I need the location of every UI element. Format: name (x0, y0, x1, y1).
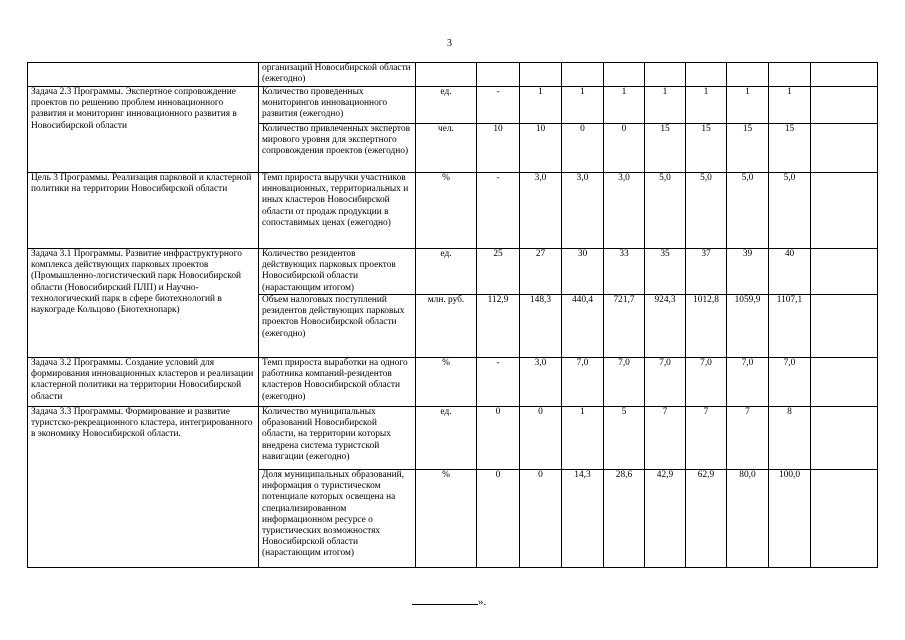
value-cell: 0 (477, 407, 520, 470)
closing-quote: ». (478, 596, 487, 608)
value-cell: 42,9 (645, 470, 686, 568)
unit-cell: ед. (416, 249, 477, 295)
value-cell: 1012,8 (686, 295, 727, 358)
value-cell: 62,9 (686, 470, 727, 568)
empty-cell (811, 407, 878, 470)
goal-cell: Цель 3 Программы. Реализация парковой и кластерной политики на территории Новосибирской области (28, 173, 259, 249)
value-cell (520, 63, 562, 87)
empty-cell (811, 295, 878, 358)
value-cell: 5 (604, 407, 645, 470)
value-cell: 440,4 (562, 295, 604, 358)
indicators-table (27, 62, 878, 568)
indicator-cell: организаций Новосибирской области (ежегодно) (259, 63, 416, 87)
value-cell: 15 (727, 124, 769, 173)
indicator-cell: Количество привлеченных экспертов мирового уровня для экспертного сопровождения проектов (ежегодно) (259, 124, 416, 173)
goal-cell: Задача 3.1 Программы. Развитие инфраструктурного комплекса действующих парковых проектов (Промышленно-логистический парк Новосибирской области (Новосибирский ПЛП) и Научно-технологический парк в сфере биотехнологий в наукограде Кольцово (Биотехнопарк) (28, 249, 259, 358)
value-cell: 37 (686, 249, 727, 295)
value-cell: 28,6 (604, 470, 645, 568)
value-cell: 7,0 (686, 358, 727, 407)
indicator-cell: Количество резидентов действующих парковых проектов Новосибирской области (нарастающим итогом) (259, 249, 416, 295)
empty-cell (811, 124, 878, 173)
indicator-cell: Доля муниципальных образований, информация о туристическом потенциале которых освещена на специализированном информационном ресурсе о туристических возможностях Новосибирской области (нарастающим итогом) (259, 470, 416, 568)
value-cell: 1 (686, 87, 727, 124)
value-cell: 3,0 (520, 358, 562, 407)
signature-blank-line (412, 594, 478, 605)
value-cell: 3,0 (604, 173, 645, 249)
value-cell: 1 (645, 87, 686, 124)
value-cell: 0 (562, 124, 604, 173)
value-cell: 112,9 (477, 295, 520, 358)
unit-cell: % (416, 173, 477, 249)
value-cell (727, 63, 769, 87)
value-cell: 7 (686, 407, 727, 470)
value-cell (686, 63, 727, 87)
value-cell: 14,3 (562, 470, 604, 568)
value-cell: 35 (645, 249, 686, 295)
indicator-cell: Количество проведенных мониторингов инновационного развития (ежегодно) (259, 87, 416, 124)
value-cell: 1 (769, 87, 811, 124)
value-cell: 3,0 (562, 173, 604, 249)
value-cell: 7,0 (604, 358, 645, 407)
value-cell: 80,0 (727, 470, 769, 568)
page-number: 3 (447, 38, 452, 49)
value-cell: 1 (520, 87, 562, 124)
empty-cell (811, 358, 878, 407)
value-cell: 1107,1 (769, 295, 811, 358)
table-row (28, 63, 878, 87)
value-cell: 5,0 (645, 173, 686, 249)
goal-cell: Задача 3.3 Программы. Формирование и развитие туристско-рекреационного кластера, интегрированного в экономику Новосибирской области. (28, 407, 259, 568)
empty-cell (811, 173, 878, 249)
empty-cell (811, 249, 878, 295)
value-cell: 15 (645, 124, 686, 173)
value-cell: 5,0 (727, 173, 769, 249)
value-cell: 15 (769, 124, 811, 173)
value-cell: 1 (727, 87, 769, 124)
value-cell (645, 63, 686, 87)
value-cell: 10 (520, 124, 562, 173)
indicator-cell: Темп прироста выработки на одного работника компаний-резидентов кластеров Новосибирской области (ежегодно) (259, 358, 416, 407)
value-cell: 1 (562, 407, 604, 470)
value-cell: 40 (769, 249, 811, 295)
unit-cell: ед. (416, 87, 477, 124)
value-cell: 148,3 (520, 295, 562, 358)
value-cell (562, 63, 604, 87)
value-cell: 0 (604, 124, 645, 173)
value-cell: 7,0 (769, 358, 811, 407)
value-cell: 30 (562, 249, 604, 295)
unit-cell: чел. (416, 124, 477, 173)
value-cell: 3,0 (520, 173, 562, 249)
value-cell: 7,0 (727, 358, 769, 407)
value-cell: 1059,9 (727, 295, 769, 358)
value-cell: 7,0 (562, 358, 604, 407)
value-cell: 10 (477, 124, 520, 173)
goal-cell: Задача 3.2 Программы. Создание условий для формирования инновационных кластеров и реализации кластерной политики на территории Новосибирской области (28, 358, 259, 407)
value-cell: 33 (604, 249, 645, 295)
value-cell: 0 (477, 470, 520, 568)
value-cell: 1 (562, 87, 604, 124)
value-cell: 7 (727, 407, 769, 470)
value-cell: - (477, 87, 520, 124)
value-cell: 5,0 (686, 173, 727, 249)
value-cell: 5,0 (769, 173, 811, 249)
empty-cell (811, 87, 878, 124)
unit-cell: ед. (416, 407, 477, 470)
table-row (28, 358, 878, 407)
value-cell: 100,0 (769, 470, 811, 568)
value-cell: 15 (686, 124, 727, 173)
unit-cell: % (416, 358, 477, 407)
table-row (28, 173, 878, 249)
value-cell (604, 63, 645, 87)
value-cell: 7,0 (645, 358, 686, 407)
indicator-cell: Объем налоговых поступлений резидентов действующих парковых проектов Новосибирской области (ежегодно) (259, 295, 416, 358)
value-cell: 8 (769, 407, 811, 470)
value-cell: 25 (477, 249, 520, 295)
value-cell (477, 63, 520, 87)
value-cell: 924,3 (645, 295, 686, 358)
empty-cell (811, 63, 878, 87)
value-cell: 0 (520, 407, 562, 470)
goal-cell: Задача 2.3 Программы. Экспертное сопровождение проектов по решению проблем инновационного развития и мониторинг инновационного развития в Новосибирской области (28, 87, 259, 173)
value-cell: 0 (520, 470, 562, 568)
value-cell: - (477, 173, 520, 249)
indicator-cell: Количество муниципальных образований Новосибирской области, на территории которых внедрена система туристской навигации (ежегодно) (259, 407, 416, 470)
value-cell: 7 (645, 407, 686, 470)
table-row (28, 249, 878, 295)
indicator-cell: Темп прироста выручки участников инновационных, территориальных и иных кластеров Новосибирской области от продаж продукции в сопоставимых ценах (ежегодно) (259, 173, 416, 249)
value-cell: 721,7 (604, 295, 645, 358)
table-row (28, 87, 878, 124)
value-cell: - (477, 358, 520, 407)
goal-cell (28, 63, 259, 87)
unit-cell (416, 63, 477, 87)
unit-cell: % (416, 470, 477, 568)
value-cell: 39 (727, 249, 769, 295)
closing-mark (412, 594, 486, 608)
value-cell: 1 (604, 87, 645, 124)
unit-cell: млн. руб. (416, 295, 477, 358)
empty-cell (811, 470, 878, 568)
table-row (28, 407, 878, 470)
value-cell (769, 63, 811, 87)
value-cell: 27 (520, 249, 562, 295)
